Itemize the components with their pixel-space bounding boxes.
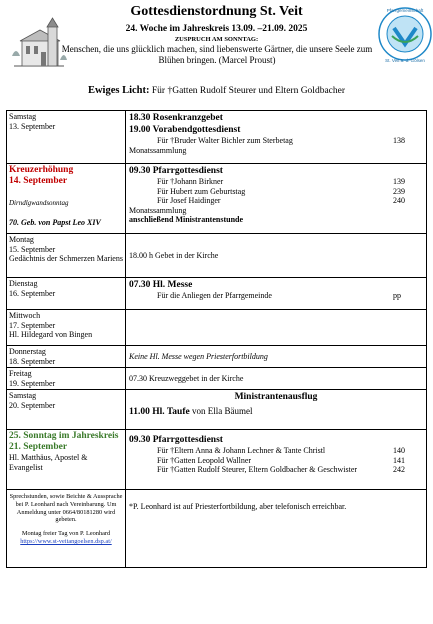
feast-name: Hl. Hildegard von Bingen	[9, 330, 93, 339]
date-label: 15. September	[9, 244, 56, 254]
date-label: 18. September	[9, 356, 56, 366]
schedule-row	[7, 111, 427, 164]
intention-row: Für †Gatten Leopold Wallner 141	[157, 455, 405, 465]
schedule-row	[7, 164, 427, 234]
intention-row: Für die Anliegen der Pfarrgemeinde pp	[157, 291, 401, 300]
schedule-row	[7, 368, 427, 390]
day-label: Donnerstag	[9, 347, 46, 356]
day-label: Samstag	[9, 112, 37, 121]
schedule-row	[7, 490, 427, 568]
feast-name: Hl. Matthäus, Apostel & Evangelist	[9, 453, 88, 472]
priest-note: *P. Leonhard ist auf Priesterfortbildung, aber telefonisch erreichbar.	[129, 502, 347, 511]
event-title: 09.30 Pfarrgottesdienst	[129, 166, 223, 176]
event-title: Keine Hl. Messe wegen Priesterfortbildung	[129, 352, 268, 362]
date-label: 17. September	[9, 320, 56, 330]
free-day-note: Montag freier Tag von P. Leonhard	[21, 530, 111, 538]
date-label: 20. September	[9, 400, 56, 410]
date-label: 16. September	[9, 288, 56, 298]
event-title: 18.00 h Gebet in der Kirche	[129, 251, 219, 261]
schedule-row	[7, 430, 427, 490]
feast-name: 25. Sonntag im Jahreskreis	[9, 431, 119, 441]
intention-row: Für †Gatten Rudolf Steurer, Eltern Goldbacher & Geschwister 242	[157, 465, 405, 474]
intention-row: Für †Bruder Walter Bichler zum Sterbetag 138	[157, 136, 405, 145]
event-title: 07.30 Hl. Messe	[129, 280, 193, 290]
event-title: 09.30 Pfarrgottesdienst	[129, 435, 223, 445]
website-link[interactable]: https://www.st-veitangoelsen.dsp.at/	[20, 537, 112, 545]
day-label: Mittwoch	[9, 311, 41, 320]
intention-row: Für Hubert zum Geburtstag 239	[157, 186, 405, 196]
schedule-row	[7, 278, 427, 310]
event-title: 07.30 Kreuzweggebet in der Kirche	[129, 374, 244, 384]
contact-info: Sprechstunden, sowie Beichte & Aussprache bei P. Leonhard nach Vereinbarung. Um Anmeldung unter 0664/80181280 wird gebeten.	[9, 493, 123, 524]
day-label: Montag	[9, 235, 34, 244]
day-label: Freitag	[9, 369, 32, 378]
quote: Menschen, die uns glücklich machen, sind liebenswerte Gärtner, die unsere Seele zum Blühen bringen. (Marcel Proust)	[61, 44, 373, 65]
schedule-row	[7, 390, 427, 430]
collection-note: Monatssammlung	[129, 145, 187, 155]
date-label: 14. September	[9, 176, 68, 186]
day-label: Dienstag	[9, 279, 38, 288]
schedule-row	[7, 346, 427, 368]
svg-text:Pfarrgemeinschaft: Pfarrgemeinschaft	[386, 8, 424, 13]
page-title: Gottesdienstordnung St. Veit	[130, 4, 303, 19]
week-range: 24. Woche im Jahreskreis 13.09. –21.09. 2025	[125, 24, 308, 34]
event-title: Ministrantenausflug	[234, 392, 318, 402]
collection-note: Monatssammlung	[129, 205, 187, 215]
dirndl-note: Dirndlgwandsonntag	[9, 199, 69, 207]
date-label: 13. September	[9, 121, 56, 131]
svg-text:St. Veit a. d. Gölsen: St. Veit a. d. Gölsen	[385, 58, 425, 63]
feast-name: Gedächtnis der Schmerzen Mariens	[9, 254, 123, 263]
pope-birthday-note: 70. Geb. von Papst Leo XIV	[9, 217, 101, 227]
schedule-table	[6, 110, 427, 568]
intention-row: Für Josef Haidinger 240	[157, 196, 405, 205]
feast-name: Kreuzerhöhung	[9, 165, 74, 175]
intention-row: Für †Eltern Anna & Johann Lechner & Tante Christl 140	[157, 446, 405, 455]
zuspruch-label: ZUSPRUCH AM SONNTAG:	[174, 36, 259, 43]
after-note: anschließend Ministrantenstunde	[129, 215, 244, 224]
baptism-line: 11.00 Hl. Taufe von Ella Bäumel	[129, 406, 253, 417]
ewiges-licht: Ewiges Licht: Für †Gatten Rudolf Steurer und Eltern Goldbacher	[87, 85, 346, 96]
date-label: 19. September	[9, 378, 56, 388]
date-label: 21. September	[9, 442, 68, 452]
schedule-row	[7, 310, 427, 346]
day-label: Samstag	[9, 391, 37, 400]
schedule-row	[7, 234, 427, 278]
intention-row: Für †Johann Birkner 139	[157, 177, 405, 186]
event-title: 19.00 Vorabendgottesdienst	[129, 125, 241, 135]
event-title: 18.30 Rosenkranzgebet	[129, 113, 223, 123]
